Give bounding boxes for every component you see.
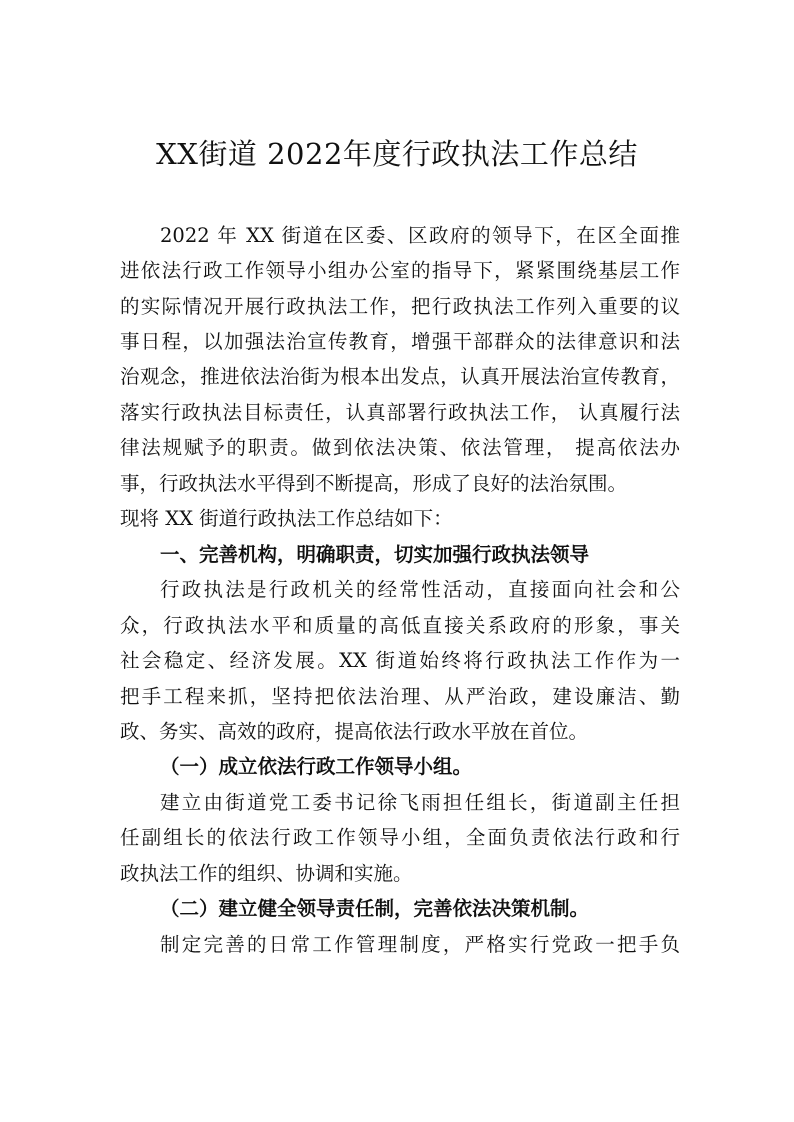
intro-line: 进依法行政工作领导小组办公室的指导下，紧紧围绕基层工作 [120,259,680,282]
body-line: 行政执法是行政机关的经常性活动，直接面向社会和公 [160,578,680,601]
intro-line: 落实行政执法目标责任，认真部署行政执法工作， 认真履行法 [120,401,680,424]
intro-line: 律法规赋予的职责。做到依法决策、依法管理， 提高依法办 [120,436,680,459]
body-line: 政执法工作的组织、协调和实施。 [120,862,413,885]
intro-line: 现将 XX 街道行政执法工作总结如下： [120,507,453,530]
intro-line: 2022 年 XX 街道在区委、区政府的领导下，在区全面推 [160,224,680,247]
body-line: 众，行政执法水平和质量的高低直接关系政府的形象，事关 [120,614,680,637]
subsection-heading: （二）建立健全领导责任制，完善依法决策机制。 [160,897,590,920]
intro-line: 的实际情况开展行政执法工作，把行政执法工作列入重要的议 [120,295,680,318]
document-title: XX街道 2022年度行政执法工作总结 [156,137,638,171]
intro-line: 治观念，推进依法治街为根本出发点，认真开展法治宣传教育， [120,365,680,388]
body-line: 社会稳定、经济发展。XX 街道始终将行政执法工作作为一 [120,649,680,672]
body-line: 任副组长的依法行政工作领导小组，全面负责依法行政和行 [120,826,680,849]
body-line: 把手工程来抓，坚持把依法治理、从严治政，建设廉洁、勤 [120,685,680,708]
intro-line: 事，行政执法水平得到不断提高，形成了良好的法治氛围。 [120,472,628,495]
body-line: 政、务实、高效的政府，提高依法行政水平放在首位。 [120,720,589,743]
section-heading: 一、完善机构，明确职责，切实加强行政执法领导 [160,543,590,566]
subsection-heading: （一）成立依法行政工作领导小组。 [160,755,473,778]
intro-line: 事日程，以加强法治宣传教育，增强干部群众的法律意识和法 [120,330,680,353]
body-line: 制定完善的日常工作管理制度，严格实行党政一把手负 [160,933,680,956]
body-line: 建立由街道党工委书记徐飞雨担任组长，街道副主任担 [160,791,680,814]
